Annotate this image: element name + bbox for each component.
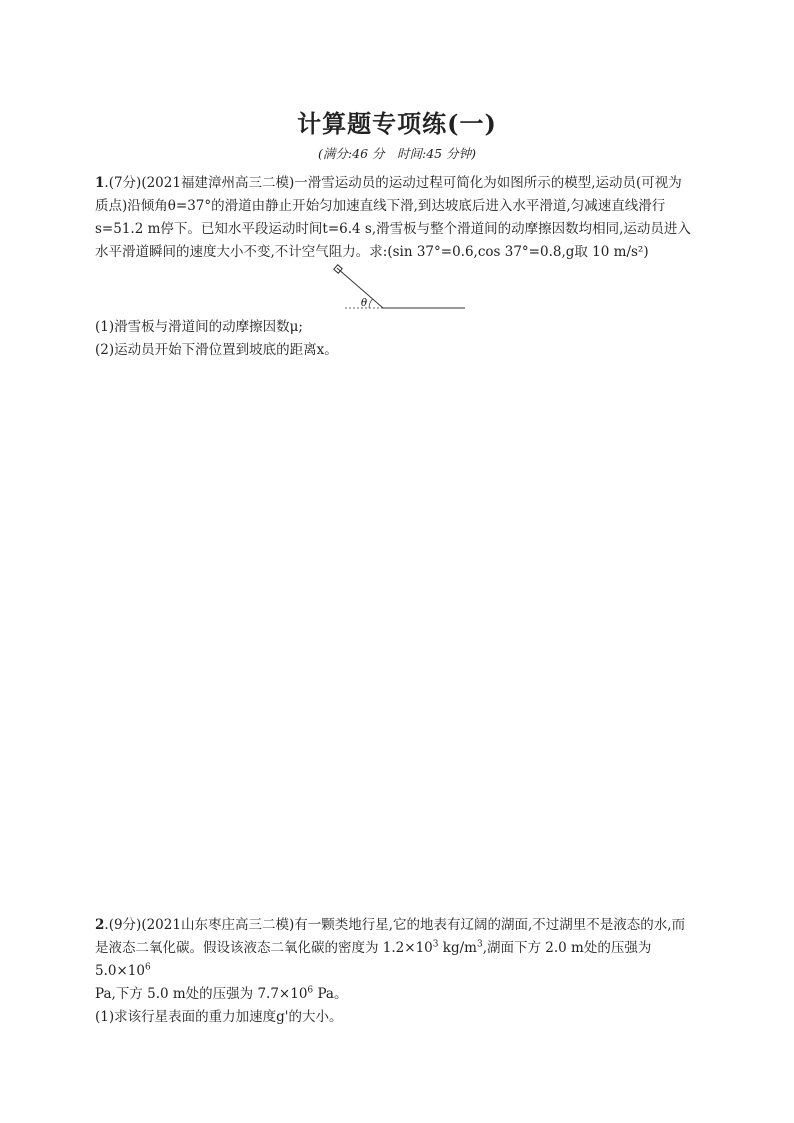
question-2-line-2: 是液态二氧化碳。假设该液态二氧化碳的密度为 $1.2\times 10^3$ $kg/m^3$,湖面下方 2.0 m处的压强为 $5.0\times 10^6$ — [95, 939, 652, 979]
question-2 — [95, 914, 705, 1029]
slope-diagram — [325, 264, 470, 312]
question-1-number: 1 — [95, 175, 105, 191]
page-subtitle: (满分:46 分 时间:45 分钟) — [318, 146, 476, 161]
slope-line — [337, 268, 383, 308]
page-title: 计算题专项练(一) — [297, 109, 497, 138]
question-2-part-1: (1)求该行星表面的重力加速度g'的大小。 — [95, 1009, 343, 1025]
question-2-line-1: 2.(9分)(2021山东枣庄高三二模)有一颗类地行星,它的地表有辽阔的湖面,不过湖里不是液态的水,而 — [95, 917, 686, 933]
angle-label: θ — [361, 298, 368, 309]
question-2-line-3: Pa,下方 5.0 m处的压强为 $7.7\times 10^6$ Pa。 — [95, 985, 348, 1002]
question-1-line-3: s=51.2 m停下。已知水平段运动时间t=6.4 s,滑雪板与整个滑道间的动摩擦因数均相同,运动员进入 — [95, 221, 691, 237]
question-1-line-1: 1.(7分)(2021福建漳州高三二模)一滑雪运动员的运动过程可简化为如图所示的模型,运动员(可视为 — [95, 175, 682, 191]
question-2-number: 2 — [95, 917, 105, 933]
question-1-part-2: (2)运动员开始下滑位置到坡底的距离x。 — [95, 342, 338, 358]
question-1-line-4: 水平滑道瞬间的速度大小不变,不计空气阻力。求:(sin 37°=0.6,cos 37°=0.8,g取 10 m/s²) — [95, 244, 649, 260]
question-1-parts — [95, 316, 705, 362]
question-1-line-2: 质点)沿倾角θ=37°的滑道由静止开始匀加速直线下滑,到达坡底后进入水平滑道,匀减速直线滑行 — [95, 198, 666, 214]
question-1 — [95, 172, 705, 264]
question-1-part-1: (1)滑雪板与滑道间的动摩擦因数μ; — [95, 319, 303, 335]
angle-arc — [369, 299, 373, 308]
